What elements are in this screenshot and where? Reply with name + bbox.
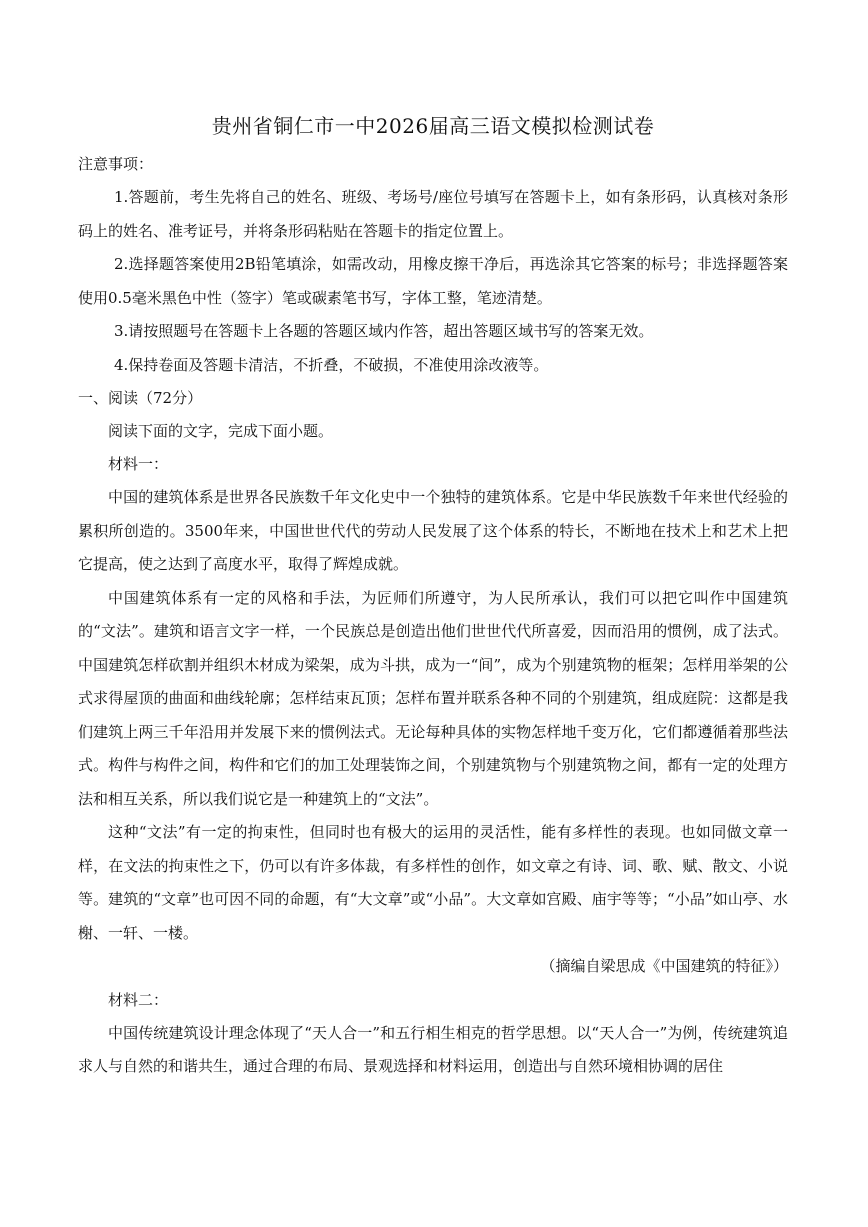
notice-item: 1.答题前，考生先将自己的姓名、班级、考场号/座位号填写在答题卡上，如有条形码，认真核对条形码上的姓名、准考证号，并将条形码粘贴在答题卡的指定位置上。: [78, 188, 788, 240]
notice-list: [78, 181, 788, 382]
material-two-body: [78, 1017, 788, 1084]
exam-page: [78, 112, 788, 1084]
notice-item: 2.选择题答案使用2B铅笔填涂，如需改动，用橡皮擦干净后，再选涂其它答案的标号；非选择题答案使用0.5毫米黑色中性（签字）笔或碳素笔书写，字体工整，笔迹清楚。: [78, 255, 788, 307]
material-one-paragraph: 中国建筑体系有一定的风格和手法，为匠师们所遵守，为人民所承认，我们可以把它叫作中国建筑的“文法”。建筑和语言文字一样，一个民族总是创造出他们世世代代所喜爱，因而沿用的惯例，成了法式。中国建筑怎样砍割并组织木材成为梁架，成为斗拱，成为一“间”，成为个别建筑物的框架；怎样用举架的公式求得屋顶的曲面和曲线轮廓；怎样结束瓦顶；怎样布置并联系各种不同的个别建筑，组成庭院：这都是我们建筑上两三千年沿用并发展下来的惯例法式。无论每种具体的实物怎样地千变万化，它们都遵循着那些法式。构件与构件之间，构件和它们的加工处理装饰之间，个别建筑物与个别建筑物之间，都有一定的处理方法和相互关系，所以我们说它是一种建筑上的“文法”。: [78, 588, 788, 808]
reading-instruction: 阅读下面的文字，完成下面小题。: [108, 422, 334, 440]
notice-item: 3.请按照题号在答题卡上各题的答题区域内作答，超出答题区域书写的答案无效。: [114, 322, 654, 340]
notice-item: 4.保持卷面及答题卡清洁，不折叠，不破损，不准使用涂改液等。: [114, 355, 549, 374]
material-one-label: 材料一：: [108, 455, 169, 473]
section-heading: 一、阅读（72分）: [78, 389, 203, 407]
material-two-paragraph: 中国传统建筑设计理念体现了“天人合一”和五行相生相克的哲学思想。以“天人合一”为例，传统建筑追求人与自然的和谐共生，通过合理的布局、景观选择和材料运用，创造出与自然环境相协调的居住: [78, 1023, 788, 1075]
material-one-source: （摘编自梁思成《中国建筑的特征》）: [540, 957, 788, 975]
exam-title: 贵州省铜仁市一中2026届高三语文模拟检测试卷: [211, 114, 655, 138]
notice-heading: 注意事项：: [78, 155, 154, 173]
material-one-paragraph: 这种“文法”有一定的拘束性，但同时也有极大的运用的灵活性，能有多样性的表现。也如同做文章一样，在文法的拘束性之下，仍可以有许多体裁，有多样性的创作，如文章之有诗、词、歌、赋、散文、小说等。建筑的“文章”也可因不同的命题，有“大文章”或“小品”。大文章如宫殿、庙宇等等；“小品”如山亭、水榭、一轩、一楼。: [78, 823, 788, 942]
material-two-label: 材料二：: [108, 990, 169, 1009]
material-one-paragraph: 中国的建筑体系是世界各民族数千年文化史中一个独特的建筑体系。它是中华民族数千年来世代经验的累积所创造的。3500年来，中国世世代代的劳动人民发展了这个体系的特长，不断地在技术上和艺术上把它提高，使之达到了高度水平，取得了辉煌成就。: [78, 488, 788, 573]
material-one-body: [78, 481, 788, 950]
